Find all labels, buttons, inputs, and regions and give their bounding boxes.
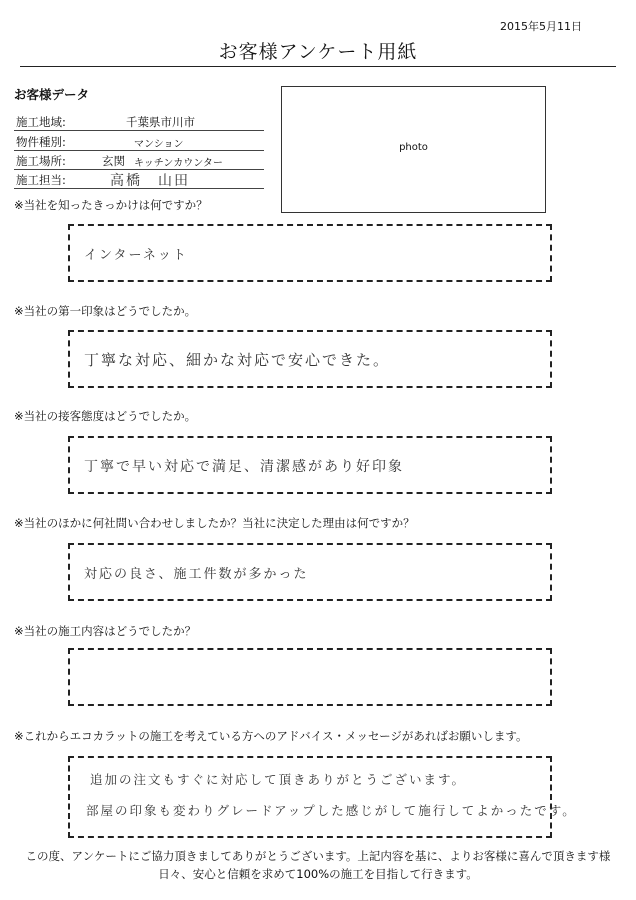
- photo-label: photo: [399, 142, 428, 153]
- info-value: 千葉県市川市: [126, 115, 195, 129]
- customer-data-heading: お客様データ: [14, 87, 90, 102]
- info-label: 物件種別:: [16, 135, 66, 149]
- info-label: 施工場所:: [16, 154, 66, 168]
- info-value-secondary: キッチンカウンター: [134, 158, 223, 169]
- question-6: ※これからエコカラットの施工を考えている方へのアドバイス・メッセージがあればお願いします。: [14, 729, 528, 743]
- info-row-area: [14, 112, 264, 131]
- info-row-staff: [14, 170, 264, 189]
- question-3: ※当社の接客態度はどうでしたか。: [14, 409, 197, 423]
- answer-4-text: 対応の良さ、施工件数が多かった: [84, 567, 309, 582]
- page-title: お客様アンケート用紙: [218, 41, 418, 63]
- info-row-location: [14, 151, 264, 170]
- question-2: ※当社の第一印象はどうでしたか。: [14, 304, 197, 318]
- question-4: ※当社のほかに何社問い合わせしましたか？当社に決定した理由は何ですか？: [14, 516, 415, 530]
- answer-6-text-line-2: 部屋の印象も変わりグレードアップした感じがして施行してよかったです。: [86, 803, 577, 818]
- answer-3-text: 丁寧で早い対応で満足、清潔感があり好印象: [84, 459, 404, 475]
- footer-line-1: この度、アンケートにご協力頂きましてありがとうございます。上記内容を基に、よりお客様に喜んで頂きます様: [25, 849, 611, 863]
- question-1: ※当社を知ったきっかけは何ですか？: [14, 198, 208, 212]
- info-label: 施工担当:: [16, 173, 66, 187]
- info-value: マンション: [134, 139, 184, 150]
- survey-date: 2015年5月11日: [500, 20, 582, 33]
- question-5: ※当社の施工内容はどうでしたか？: [14, 624, 197, 638]
- answer-2-text: 丁寧な対応、細かな対応で安心できた。: [84, 351, 391, 369]
- info-value: 玄関: [102, 154, 125, 168]
- answer-6-text-line-1: 追加の注文もすぐに対応して頂きありがとうございます。: [90, 772, 467, 787]
- info-label: 施工地域:: [16, 115, 66, 129]
- answer-box-5: [68, 648, 552, 706]
- answer-1-text: インターネット: [84, 248, 188, 263]
- answer-box-6: [68, 756, 552, 838]
- info-row-property-type: [14, 132, 264, 151]
- footer-line-2: 日々、安心と信頼を求めて100%の施工を目指して行きます。: [158, 867, 478, 881]
- info-value-handwritten: 高橋 山田: [110, 173, 190, 189]
- title-underline: [20, 66, 616, 67]
